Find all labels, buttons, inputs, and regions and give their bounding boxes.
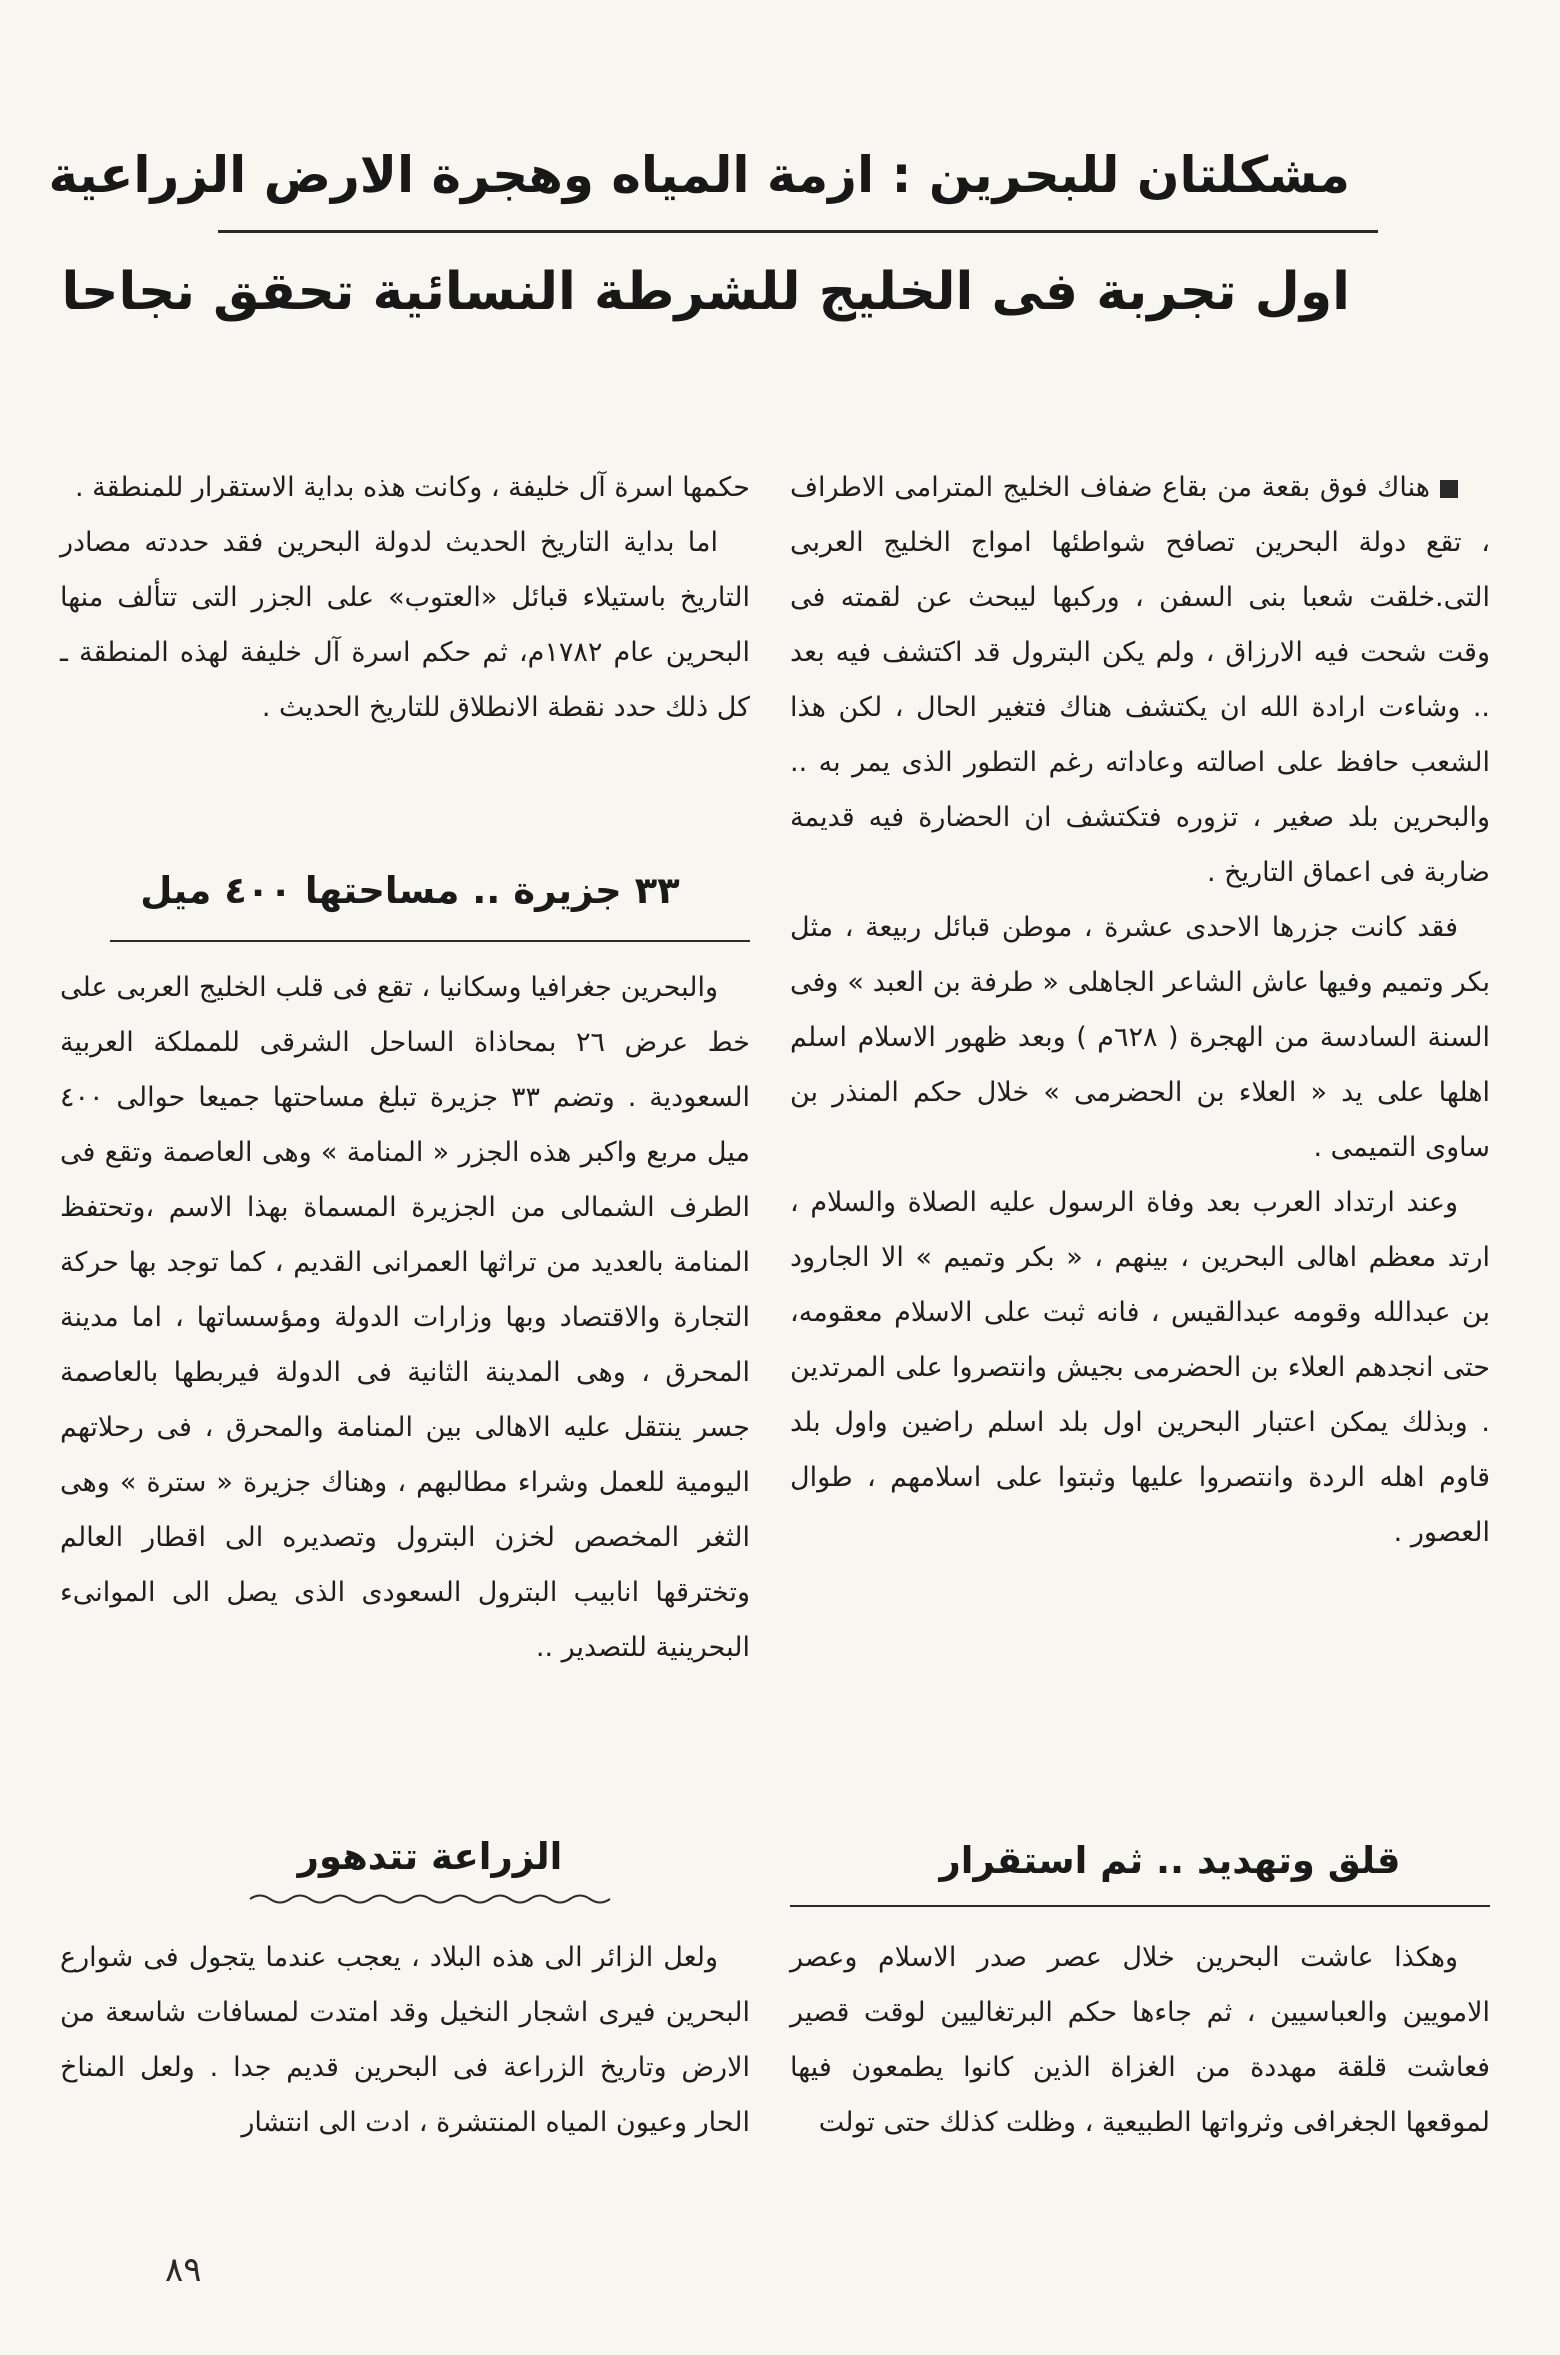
subheading-rule	[790, 1905, 1490, 1907]
subheading: قلق وتهديد .. ثم استقرار	[939, 1839, 1401, 1882]
left-column-middle	[60, 960, 750, 1675]
paragraph: وهكذا عاشت البحرين خلال عصر صدر الاسلام وعصر الامويين والعباسيين ، ثم جاءها حكم البرتغاليين لوقت قصير فعاشت قلقة مهددة من الغزاة الذين كانوا يطمعون فيها لموقعها الجغرافى وثرواتها الطبيعية ، وظلت كذلك حتى تولت	[790, 1942, 1490, 2138]
intro-paragraph: هناك فوق بقعة من بقاع ضفاف الخليج المترامى الاطراف ، تقع دولة البحرين تصافح شواطئها امواج الخليج العربى التى.خلقت شعبا بنى السفن ، وركبها ليبحث عن لقمته فى وقت شحت فيه الارزاق ، ولم يكن البترول قد اكتشف فيه بعد .. وشاءت ارادة الله ان يكتشف هناك فتغير الحال ، لكن هذا الشعب حافظ على اصالته وعاداته رغم التطور الذى يمر به .. والبحرين بلد صغير ، تزوره فتكتشف ان الحضارة فيه قديمة ضاربة فى اعماق التاريخ .	[790, 472, 1490, 888]
bullet-square-icon	[1440, 480, 1458, 498]
paragraph: اما بداية التاريخ الحديث لدولة البحرين فقد حددته مصادر التاريخ باستيلاء قبائل «العتوب» على الجزر التى تتألف منها البحرين عام ١٧٨٢م، ثم حكم اسرة آل خليفة لهذه المنطقة ـ كل ذلك حدد نقطة الانطلاق للتاريخ الحديث .	[60, 527, 750, 723]
left-column-lower	[60, 1930, 750, 2150]
right-column-upper	[790, 460, 1490, 1560]
paragraph: فقد كانت جزرها الاحدى عشرة ، موطن قبائل ربيعة ، مثل بكر وتميم وفيها عاش الشاعر الجاهلى « طرفة بن العبد » وفى السنة السادسة من الهجرة ( ٦٢٨م ) وبعد ظهور الاسلام اسلم اهلها على يد « العلاء بن الحضرمى » خلال حكم المنذر بن ساوى التميمى .	[790, 912, 1490, 1163]
subheading-rule	[110, 940, 750, 942]
right-column-lower	[790, 1930, 1490, 2150]
left-column-upper	[60, 460, 750, 735]
paragraph: وعند ارتداد العرب بعد وفاة الرسول عليه الصلاة والسلام ، ارتد معظم اهالى البحرين ، بينهم ، « بكر وتميم » الا الجارود بن عبدالله وقومه عبدالقيس ، فانه ثبت على الاسلام معقومه، حتى انجدهم العلاء بن الحضرمى بجيش وانتصروا على المرتدين . وبذلك يمكن اعتبار البحرين اول بلد اسلم راضين واول بلد قاوم اهله الردة وانتصروا عليها وثبتوا على اسلامهم ، طوال العصور .	[790, 1187, 1490, 1548]
headline-divider	[218, 230, 1378, 233]
subheading: ٣٣ جزيرة .. مساحتها ٤٠٠ ميل	[140, 869, 680, 912]
subheading: الزراعة تتدهور	[297, 1835, 563, 1878]
wavy-underline	[250, 1892, 610, 1906]
paragraph: ولعل الزائر الى هذه البلاد ، يعجب عندما يتجول فى شوارع البحرين فيرى اشجار النخيل وقد امتدت لمسافات شاسعة من الارض وتاريخ الزراعة فى البحرين قديم جدا . ولعل المناخ الحار وعيون المياه المنتشرة ، ادت الى انتشار	[60, 1942, 750, 2138]
second-headline: اول تجربة فى الخليج للشرطة النسائية تحقق نجاحا	[61, 262, 1350, 322]
page-number: ٨٩	[165, 2250, 202, 2290]
main-headline: مشكلتان للبحرين : ازمة المياه وهجرة الارض الزراعية	[48, 146, 1350, 204]
paragraph: حكمها اسرة آل خليفة ، وكانت هذه بداية الاستقرار للمنطقة .	[74, 472, 750, 503]
paragraph: والبحرين جغرافيا وسكانيا ، تقع فى قلب الخليج العربى على خط عرض ٢٦ بمحاذاة الساحل الشرقى للمملكة العربية السعودية . وتضم ٣٣ جزيرة تبلغ مساحتها جميعا حوالى ٤٠٠ ميل مربع واكبر هذه الجزر « المنامة » وهى العاصمة وتقع فى الطرف الشمالى من الجزيرة المسماة بهذا الاسم ،وتحتفظ المنامة بالعديد من تراثها العمرانى القديم ، كما توجد بها حركة التجارة والاقتصاد وبها وزارات الدولة ومؤسساتها ، اما مدينة المحرق ، وهى المدينة الثانية فى الدولة فيربطها بالعاصمة جسر ينتقل عليه الاهالى بين المنامة والمحرق ، فى رحلاتهم اليومية للعمل وشراء مطالبهم ، وهناك جزيرة « سترة » وهى الثغر المخصص لخزن البترول وتصديره الى اقطار العالم وتخترقها انابيب البترول السعودى الذى يصل الى الموانىء البحرينية للتصدير ..	[60, 972, 750, 1663]
